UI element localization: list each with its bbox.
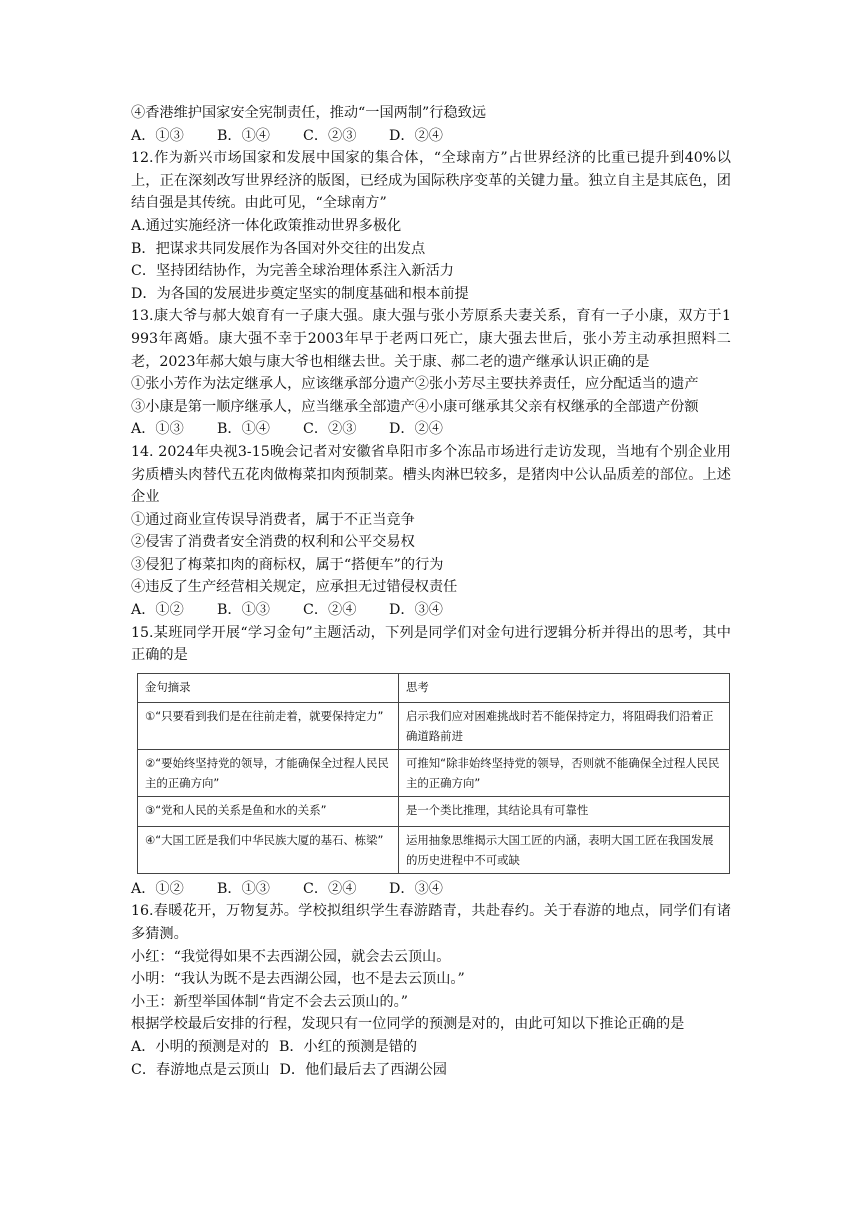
q15-options bbox=[131, 878, 731, 901]
q13-option-a[interactable]: A．①③ bbox=[131, 421, 184, 438]
table-cell-quote: ①“只要看到我们是在往前走着，就要保持定力” bbox=[138, 702, 399, 749]
q16-options-row-2 bbox=[131, 1059, 731, 1082]
q14-options bbox=[131, 599, 731, 622]
table-cell-quote: ④“大国工匠是我们中华民族大厦的基石、栋梁” bbox=[138, 826, 399, 873]
table-cell-thinking: 运用抽象思维揭示大国工匠的内涵，表明大国工匠在我国发展的历史进程中不可或缺 bbox=[399, 826, 730, 873]
q11-options bbox=[131, 125, 731, 148]
q14-item-2: ②侵害了消费者安全消费的权利和公平交易权 bbox=[131, 534, 415, 551]
q11-option-b[interactable]: B．①④ bbox=[217, 127, 270, 144]
quote-analysis-table bbox=[137, 673, 730, 874]
q15-stem: 15.某班同学开展“学习金句”主题活动，下列是同学们对金句进行逻辑分析并得出的思考，其中正确的是 bbox=[131, 624, 731, 664]
q15-option-d[interactable]: D．③④ bbox=[389, 880, 443, 897]
q12-option-c[interactable]: C．坚持团结协作，为完善全球治理体系注入新活力 bbox=[131, 263, 454, 280]
q16-option-c[interactable]: C．春游地点是云顶山 bbox=[131, 1061, 270, 1078]
q16-option-d[interactable]: D．他们最后去了西湖公园 bbox=[279, 1061, 447, 1078]
q14-item-1: ①通过商业宣传误导消费者，属于不正当竞争 bbox=[131, 511, 415, 528]
q16-xiaohong: 小红：“我觉得如果不去西湖公园，就会去云顶山。 bbox=[131, 948, 451, 965]
q14-option-a[interactable]: A．①② bbox=[131, 602, 184, 619]
q16-stem: 16.春暖花开，万物复苏。学校拟组织学生春游踏青，共赴春约。关于春游的地点，同学们有诸多猜测。 bbox=[131, 903, 731, 943]
table-cell-quote: ③“党和人民的关系是鱼和水的关系” bbox=[138, 796, 399, 826]
q12-option-b[interactable]: B．把谋求共同发展作为各国对外交往的出发点 bbox=[131, 240, 426, 257]
table-cell-thinking: 启示我们应对困难挑战时若不能保持定力，将阻碍我们沿着正确道路前进 bbox=[399, 702, 730, 749]
q14-item-4: ④违反了生产经营相关规定，应承担无过错侵权责任 bbox=[131, 579, 458, 596]
q15-option-a[interactable]: A．①② bbox=[131, 880, 184, 897]
q11-option-d[interactable]: D．②④ bbox=[389, 127, 443, 144]
q13-option-d[interactable]: D．②④ bbox=[389, 421, 443, 438]
q13-options bbox=[131, 418, 731, 441]
q14-option-b[interactable]: B．①③ bbox=[217, 602, 270, 619]
table-header-row bbox=[138, 673, 730, 702]
table-header-thinking: 思考 bbox=[399, 673, 730, 702]
table-header-quote: 金句摘录 bbox=[138, 673, 399, 702]
exam-page bbox=[131, 102, 731, 1081]
q15-option-b[interactable]: B．①③ bbox=[217, 880, 270, 897]
table-row bbox=[138, 702, 730, 749]
q12-option-d[interactable]: D．为各国的发展进步奠定坚实的制度基础和根本前提 bbox=[131, 285, 469, 302]
q14-option-c[interactable]: C．②④ bbox=[303, 602, 357, 619]
q13-option-c[interactable]: C．②③ bbox=[303, 421, 357, 438]
table-cell-quote: ②“要始终坚持党的领导，才能确保全过程人民民主的正确方向” bbox=[138, 749, 399, 796]
q11-option-c[interactable]: C．②③ bbox=[303, 127, 357, 144]
q14-stem: 14. 2024年央视3-15晚会记者对安徽省阜阳市多个冻品市场进行走访发现，当地有个别企业用劣质槽头肉替代五花肉做梅菜扣肉预制菜。槽头肉淋巴较多，是猪肉中公认品质差的部位。上述企业 bbox=[131, 443, 731, 506]
q15-option-c[interactable]: C．②④ bbox=[303, 880, 357, 897]
q14-item-3: ③侵犯了梅菜扣肉的商标权，属于“搭便车”的行为 bbox=[131, 556, 444, 573]
q16-option-b[interactable]: B．小红的预测是错的 bbox=[278, 1039, 418, 1055]
table-cell-thinking: 是一个类比推理，其结论具有可靠性 bbox=[399, 796, 730, 826]
q12-option-a[interactable]: A.通过实施经济一体化政策推动世界多极化 bbox=[131, 217, 402, 234]
q16-option-a[interactable]: A．小明的预测是对的 bbox=[131, 1039, 269, 1055]
table-row bbox=[138, 826, 730, 873]
table-row bbox=[138, 796, 730, 826]
q16-question: 根据学校最后安排的行程，发现只有一位同学的预测是对的，由此可知以下推论正确的是 bbox=[131, 1016, 685, 1033]
q13-items-line-1: ①张小芳作为法定继承人，应该继承部分遗产②张小芳尽主要扶养责任，应分配适当的遗产 bbox=[131, 376, 699, 393]
q11-option-a[interactable]: A．①③ bbox=[131, 127, 184, 144]
table-row bbox=[138, 749, 730, 796]
table-cell-thinking: 可推知“除非始终坚持党的领导，否则就不能确保全过程人民民主的正确方向” bbox=[399, 749, 730, 796]
q13-stem: 13.康大爷与郝大娘育有一子康大强。康大强与张小芳原系夫妻关系，育有一子小康，双方于1 993年离婚。康大强不幸于2003年早于老两口死亡，康大强去世后，张小芳主动承担照料二老，2023年郝大娘与康大爷也相继去世。关于康、郝二老的遗产继承认识正确的是 bbox=[131, 308, 731, 370]
q13-items-line-2: ③小康是第一顺序继承人，应当继承全部遗产④小康可继承其父亲有权继承的全部遗产份额 bbox=[131, 398, 699, 415]
q16-options-row-1 bbox=[131, 1036, 731, 1059]
q12-stem: 12.作为新兴市场国家和发展中国家的集合体，“全球南方”占世界经济的比重已提升到40%以上，正在深刻改写世界经济的版图，已经成为国际秩序变革的关键力量。独立自主是其底色，团结自强是其传统。由此可见，“全球南方” bbox=[131, 150, 731, 212]
q16-xiaoming: 小明：“我认为既不是去西湖公园，也不是去云顶山。” bbox=[131, 971, 465, 988]
q14-option-d[interactable]: D．③④ bbox=[389, 602, 443, 619]
q13-option-b[interactable]: B．①④ bbox=[217, 421, 270, 438]
q16-xiaowang: 小王：新型举国体制“肯定不会去云顶山的。” bbox=[131, 993, 408, 1010]
q11-item-4: ④香港维护国家安全宪制责任，推动“一国两制”行稳致远 bbox=[131, 105, 487, 121]
